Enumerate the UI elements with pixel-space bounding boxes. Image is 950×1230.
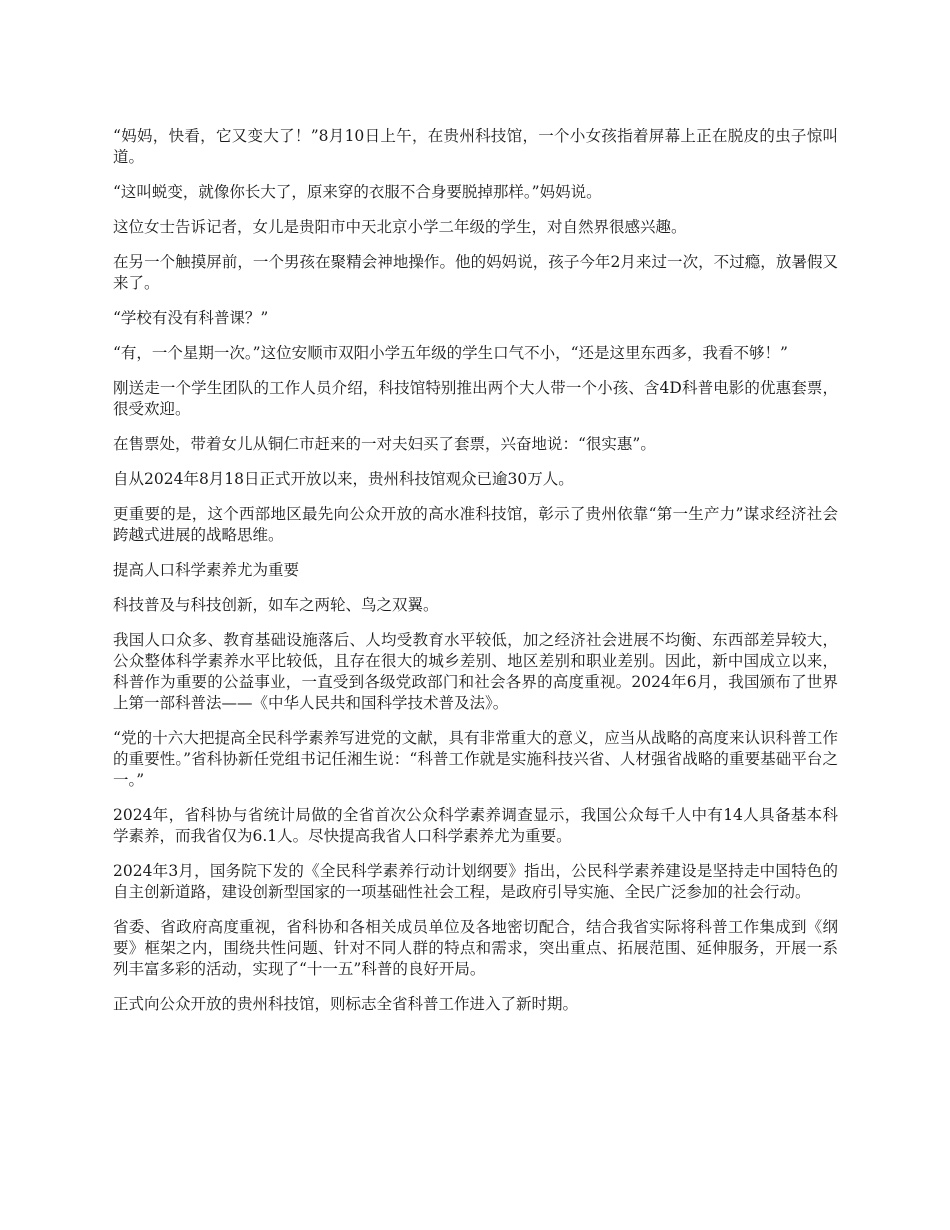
- paragraph-7: 刚送走一个学生团队的工作人员介绍，科技馆特别推出两个大人带一个小孩、含4D科普电影的优惠套票，很受欢迎。: [113, 379, 838, 418]
- paragraph-2: “这叫蜕变，就像你长大了，原来穿的衣服不合身要脱掉那样。”妈妈说。: [113, 183, 602, 201]
- paragraph-10: 更重要的是，这个西部地区最先向公众开放的高水准科技馆，彰示了贵州依靠“第一生产力”谋求经济社会跨越式进展的战略思维。: [113, 505, 838, 544]
- paragraph-3: 这位女士告诉记者，女儿是贵阳市中天北京小学二年级的学生，对自然界很感兴趣。: [113, 218, 687, 236]
- paragraph-15: 2024年，省科协与省统计局做的全省首次公众科学素养调查显示，我国公众每千人中有14人具备基本科学素养，而我省仅为6.1人。尽快提高我省人口科学素养尤为重要。: [113, 806, 838, 845]
- paragraph-9: 自从2024年8月18日正式开放以来，贵州科技馆观众已逾30万人。: [113, 470, 574, 488]
- paragraph-14: “党的十六大把提高全民科学素养写进党的文献，具有非常重大的意义，应当从战略的高度来认识科普工作的重要性。”省科协新任党组书记任湘生说：“科普工作就是实施科技兴省、人材强省战略的重要基础平台之一。”: [113, 729, 838, 789]
- paragraph-5: “学校有没有科普课？”: [113, 309, 269, 327]
- paragraph-8: 在售票处，带着女儿从铜仁市赶来的一对夫妇买了套票，兴奋地说：“很实惠”。: [113, 435, 656, 453]
- paragraph-18: 正式向公众开放的贵州科技馆，则标志全省科普工作进入了新时期。: [113, 995, 579, 1013]
- paragraph-6: “有，一个星期一次。”这位安顺市双阳小学五年级的学生口气不小，“还是这里东西多，我看不够！”: [113, 344, 788, 362]
- paragraph-17: 省委、省政府高度重视，省科协和各相关成员单位及各地密切配合，结合我省实际将科普工作集成到《纲要》框架之内，围绕共性问题、针对不同人群的特点和需求，突出重点、拓展范围、延伸服务，开展一系列丰富多彩的活动，实现了“十一五”科普的良好开局。: [113, 918, 838, 978]
- document-body: [113, 126, 838, 1029]
- paragraph-4: 在另一个触摸屏前，一个男孩在聚精会神地操作。他的妈妈说，孩子今年2月来过一次，不过瘾，放暑假又来了。: [113, 253, 838, 292]
- paragraph-16: 2024年3月，国务院下发的《全民科学素养行动计划纲要》指出，公民科学素养建设是坚持走中国特色的自主创新道路，建设创新型国家的一项基础性社会工程，是政府引导实施、全民广泛参加的社会行动。: [113, 862, 838, 901]
- section-heading: 提高人口科学素养尤为重要: [113, 561, 300, 579]
- paragraph-13: 我国人口众多、教育基础设施落后、人均受教育水平较低，加之经济社会进展不均衡、东西部差异较大，公众整体科学素养水平比较低，且存在很大的城乡差别、地区差别和职业差别。因此，新中国成立以来，科普作为重要的公益事业，一直受到各级党政部门和社会各界的高度重视。2024年6月，我国颁布了世界上第一部科普法——《中华人民共和国科学技术普及法》。: [113, 631, 838, 712]
- paragraph-1: “妈妈，快看，它又变大了！”8月10日上午，在贵州科技馆，一个小女孩指着屏幕上正在脱皮的虫子惊叫道。: [113, 127, 838, 166]
- paragraph-12: 科技普及与科技创新，如车之两轮、鸟之双翼。: [113, 596, 439, 614]
